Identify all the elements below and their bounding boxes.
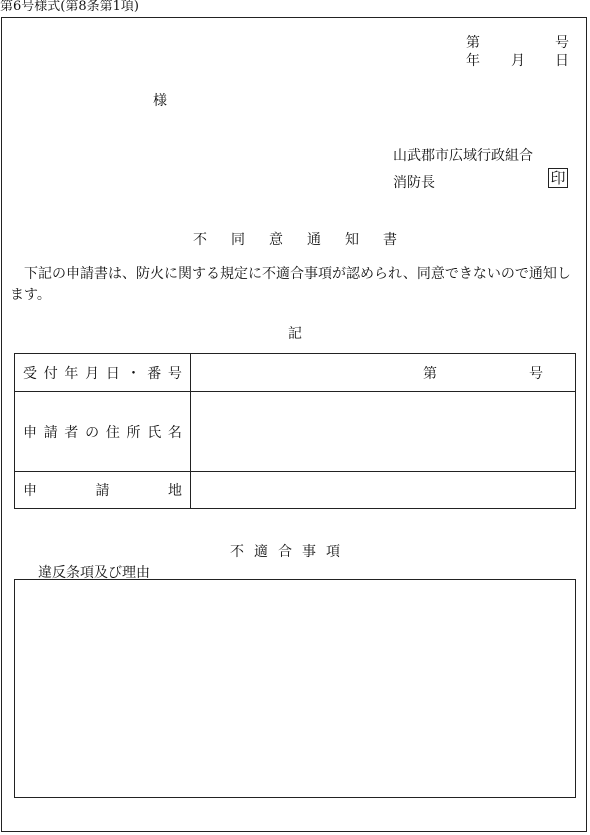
issuer-organization: 山武郡市広域行政組合 — [393, 148, 533, 164]
heading-char: 事 — [302, 544, 316, 560]
applicant-address-name-label — [15, 392, 191, 472]
receipt-date-number-label — [15, 354, 191, 392]
label-char: 請 — [95, 483, 110, 499]
date-year: 年 — [466, 53, 480, 69]
label-char: 者 — [64, 424, 79, 441]
heading-char: 項 — [326, 544, 340, 560]
label-char: 付 — [43, 365, 58, 382]
table-row — [15, 354, 576, 392]
recipient-honorific: 様 — [153, 93, 167, 109]
label-char: 番 — [147, 365, 162, 382]
label-char: 申 — [23, 483, 37, 499]
receipt-date-number-field[interactable] — [191, 354, 576, 392]
application-site-field[interactable] — [191, 472, 576, 509]
title-char: 通 — [307, 232, 321, 248]
seal-mark: 印 — [548, 168, 568, 188]
label-char: 名 — [167, 424, 182, 441]
label-char: の — [85, 424, 100, 441]
application-site-label — [15, 472, 191, 509]
label-char: 住 — [105, 424, 120, 441]
label-char: 申 — [23, 424, 37, 441]
violation-reason-field[interactable] — [14, 579, 576, 798]
label-char: 地 — [168, 483, 182, 499]
table-row — [15, 472, 576, 509]
label-char: 年 — [64, 365, 79, 382]
label-char: 日 — [105, 365, 120, 382]
label-char: ・ — [126, 365, 141, 382]
heading-char: 合 — [278, 544, 292, 560]
issuer-position: 消防長 — [393, 175, 435, 191]
date-day: 日 — [555, 53, 569, 69]
title-char: 意 — [269, 232, 283, 248]
violation-reason-label: 違反条項及び理由 — [38, 565, 150, 581]
label-char: 所 — [126, 424, 141, 441]
title-char: 同 — [231, 232, 245, 248]
label-char: 号 — [167, 365, 182, 382]
notice-body-text — [10, 264, 582, 306]
form-number-title: 第6号様式(第8条第1項) — [0, 0, 139, 14]
label-char: 氏 — [147, 424, 162, 441]
nonconformity-heading — [230, 541, 350, 561]
heading-char: 適 — [254, 544, 268, 560]
date-month: 月 — [511, 53, 525, 69]
application-info-table — [14, 353, 576, 509]
ki-heading: 記 — [288, 326, 302, 342]
title-char: 書 — [383, 232, 397, 248]
table-row — [15, 392, 576, 472]
receipt-number-prefix: 第 — [423, 366, 437, 382]
label-char: 受 — [23, 365, 37, 382]
notice-body-content: 下記の申請書は、防火に関する規定に不適合事項が認められ、同意できないので通知します。 — [10, 266, 571, 303]
title-char: 不 — [193, 232, 207, 248]
document-number-suffix: 号 — [555, 35, 569, 51]
label-char: 請 — [43, 424, 58, 441]
label-char: 月 — [85, 365, 100, 382]
receipt-number-suffix: 号 — [529, 366, 543, 382]
applicant-address-name-field[interactable] — [191, 392, 576, 472]
heading-char: 不 — [230, 544, 244, 560]
document-number-prefix: 第 — [466, 35, 480, 51]
title-char: 知 — [345, 232, 359, 248]
document-title — [0, 229, 590, 249]
